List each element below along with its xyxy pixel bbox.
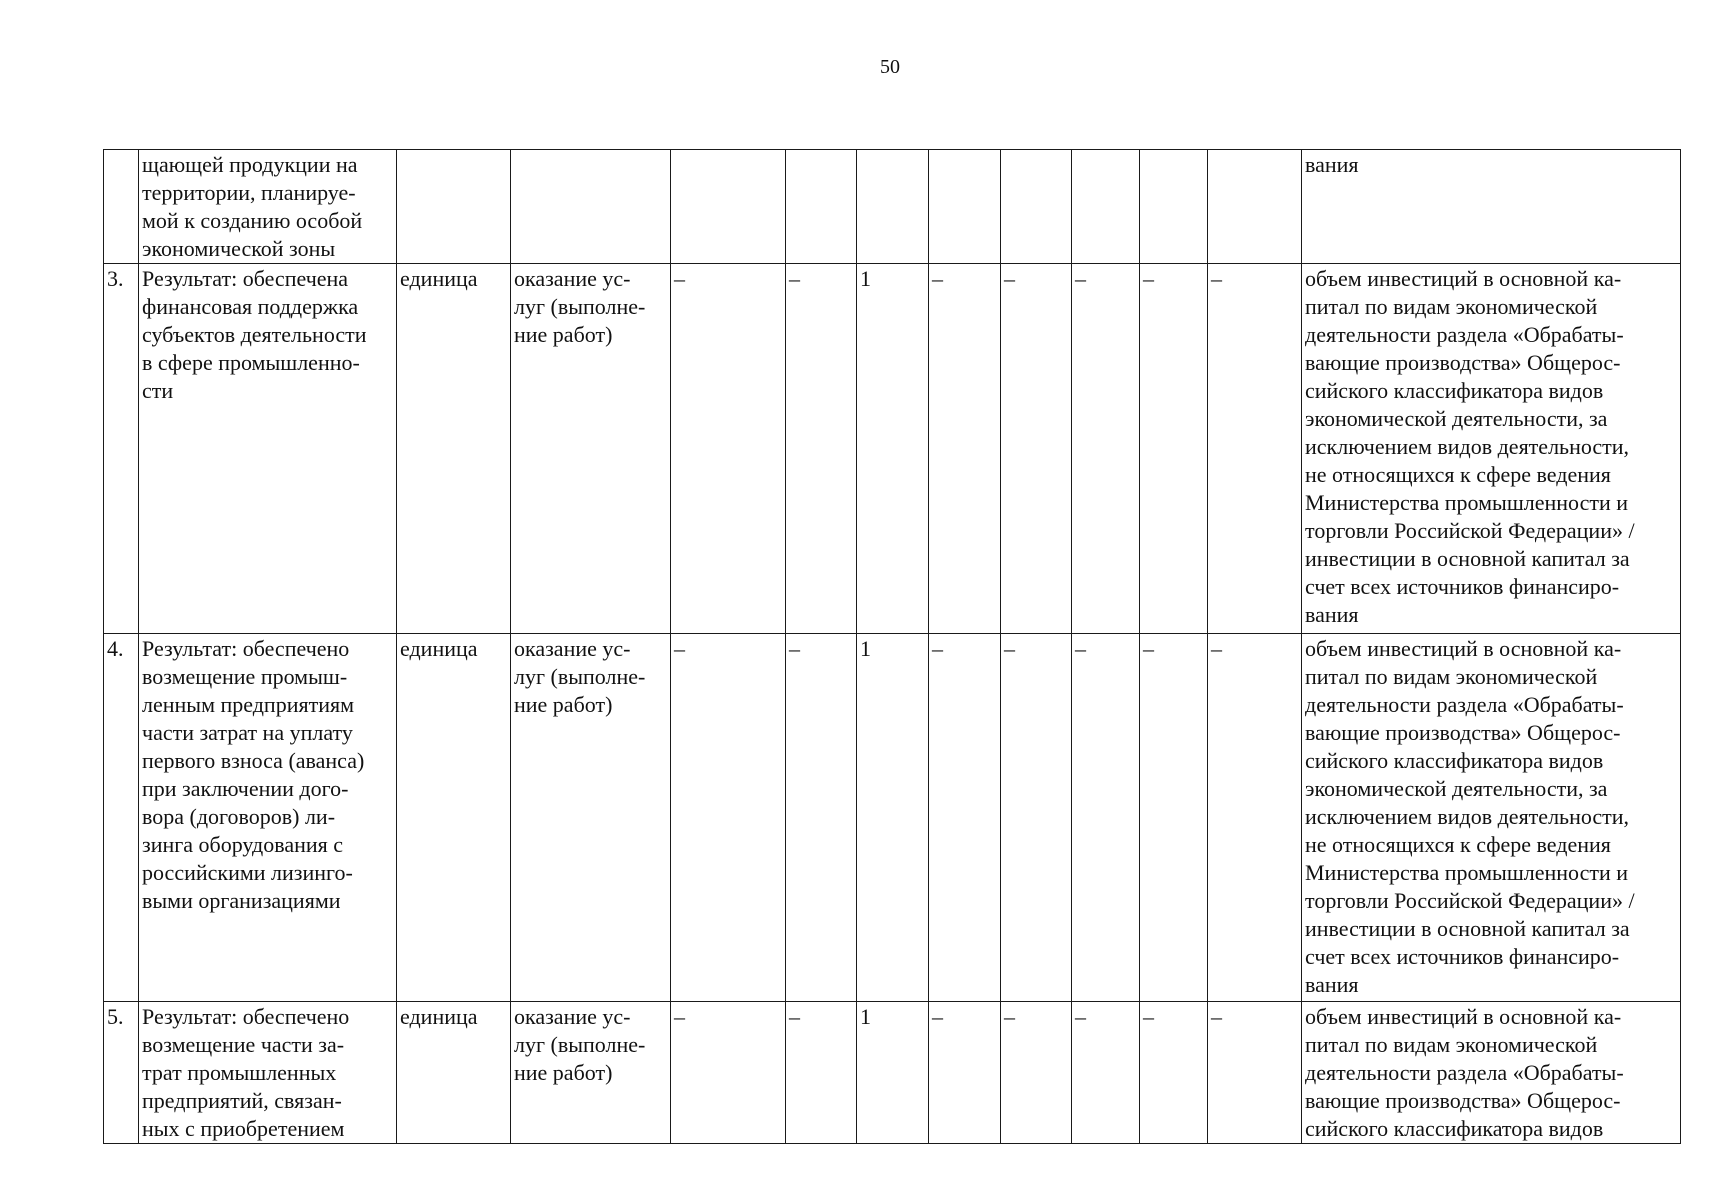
indicator-cell: объем инвестиций в основной ка- питал по видам экономической деятельности раздела «Обрабаты- вающие производства» Общерос- сийского классификатора видов	[1302, 1002, 1681, 1144]
indicator-cell: объем инвестиций в основной ка- питал по видам экономической деятельности раздела «Обрабаты- вающие производства» Общерос- сийского классификатора видов экономической деятельности, за исключением видов деятельности, не относящихся к сфере ведения Министерства промышленности и торговли Российской Федерации» / инвестиции в основной капитал за счет всех источников финансиро- вания	[1302, 634, 1681, 1002]
value-cell: –	[1001, 264, 1072, 634]
value-cell	[786, 150, 857, 264]
result-name: щающей продукции на территории, планируе- мой к созданию особой экономической зоны	[139, 150, 397, 264]
table-row	[104, 150, 1681, 264]
value-cell	[929, 150, 1001, 264]
value-cell: –	[1208, 1002, 1302, 1144]
row-number: 3.	[104, 264, 139, 634]
value-cell: –	[929, 264, 1001, 634]
value-cell: –	[1001, 1002, 1072, 1144]
value-cell	[1072, 150, 1140, 264]
value-cell: –	[786, 1002, 857, 1144]
results-table	[103, 149, 1681, 1144]
type-cell: оказание ус- луг (выполне- ние работ)	[511, 634, 671, 1002]
table-row	[104, 634, 1681, 1002]
value-cell: –	[671, 264, 786, 634]
value-cell: –	[786, 634, 857, 1002]
value-cell: –	[786, 264, 857, 634]
value-cell	[1140, 150, 1208, 264]
value-cell	[1001, 150, 1072, 264]
table-row	[104, 1002, 1681, 1144]
value-cell: –	[1140, 634, 1208, 1002]
value-cell: –	[1140, 264, 1208, 634]
value-cell	[857, 150, 929, 264]
value-cell: –	[1072, 634, 1140, 1002]
type-cell: оказание ус- луг (выполне- ние работ)	[511, 264, 671, 634]
value-cell: 1	[857, 1002, 929, 1144]
value-cell: –	[929, 634, 1001, 1002]
value-cell: –	[1208, 634, 1302, 1002]
value-cell: –	[671, 634, 786, 1002]
value-cell: –	[1208, 264, 1302, 634]
value-cell: –	[1072, 1002, 1140, 1144]
row-number: 5.	[104, 1002, 139, 1144]
value-cell: 1	[857, 264, 929, 634]
value-cell: –	[1001, 634, 1072, 1002]
indicator-cell: объем инвестиций в основной ка- питал по видам экономической деятельности раздела «Обрабаты- вающие производства» Общерос- сийского классификатора видов экономической деятельности, за исключением видов деятельности, не относящихся к сфере ведения Министерства промышленности и торговли Российской Федерации» / инвестиции в основной капитал за счет всех источников финансиро- вания	[1302, 264, 1681, 634]
result-name: Результат: обеспечена финансовая поддержка субъектов деятельности в сфере промышленно- сти	[139, 264, 397, 634]
value-cell: –	[671, 1002, 786, 1144]
table-row	[104, 264, 1681, 634]
indicator-cell: вания	[1302, 150, 1681, 264]
result-name: Результат: обеспечено возмещение промыш- ленным предприятиям части затрат на уплату первого взноса (аванса) при заключении дого- вора (договоров) ли- зинга оборудования с российскими лизинго- выми организациями	[139, 634, 397, 1002]
value-cell: –	[929, 1002, 1001, 1144]
row-number: 4.	[104, 634, 139, 1002]
value-cell: –	[1140, 1002, 1208, 1144]
unit-cell: единица	[397, 1002, 511, 1144]
value-cell: 1	[857, 634, 929, 1002]
unit-cell: единица	[397, 264, 511, 634]
value-cell	[1208, 150, 1302, 264]
unit-cell	[397, 150, 511, 264]
page-number: 50	[880, 56, 900, 78]
type-cell: оказание ус- луг (выполне- ние работ)	[511, 1002, 671, 1144]
value-cell	[671, 150, 786, 264]
row-number	[104, 150, 139, 264]
result-name: Результат: обеспечено возмещение части за- трат промышленных предприятий, связан- ных с приобретением	[139, 1002, 397, 1144]
value-cell: –	[1072, 264, 1140, 634]
unit-cell: единица	[397, 634, 511, 1002]
type-cell	[511, 150, 671, 264]
